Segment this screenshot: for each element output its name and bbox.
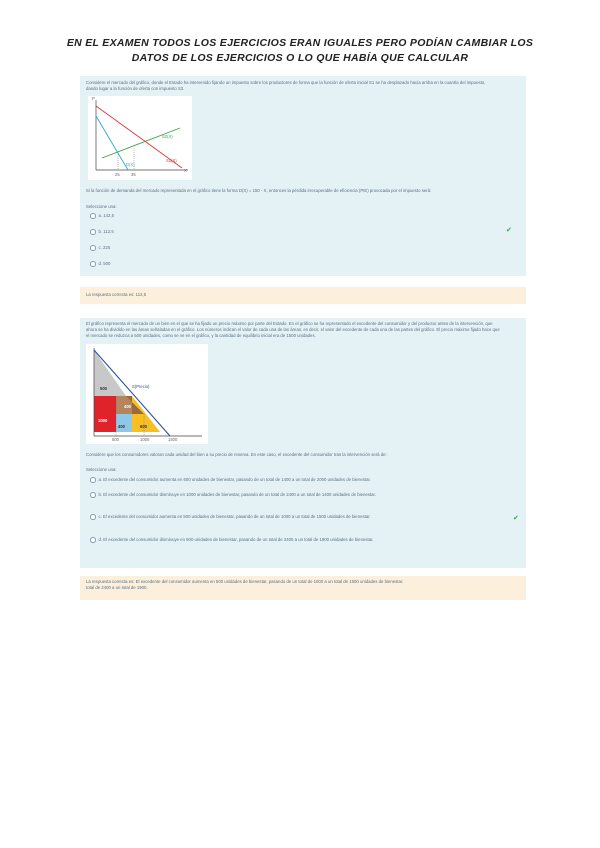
- question-1-prompt: Seleccione una:: [86, 204, 117, 209]
- area-label-left: 1000: [98, 418, 108, 423]
- graph-tick-c: 1500: [168, 437, 178, 442]
- radio-button[interactable]: [90, 245, 96, 251]
- supply-demand-chart: [88, 96, 192, 180]
- question-1-intro: Considere el mercado del gráfico, donde el Estado ha intervenido fijando un impuesto sobre los productores de forma que la función de oferta inicial S1 se ha desplazado hacia arriba en la cuantía del impuesto, dando lugar a la función de oferta con impuesto S2.: [86, 80, 486, 92]
- radio-button[interactable]: [90, 229, 96, 235]
- title-line-2: DATOS DE LOS EJERCICIOS O LO QUE HABÍA QUE CALCULAR: [131, 52, 469, 64]
- q1-option-d[interactable]: d. 500: [90, 261, 110, 267]
- surplus-chart: [86, 344, 208, 444]
- graph-label-d: D(X): [126, 162, 135, 167]
- graph-tick-b: 1000: [140, 437, 150, 442]
- question-1-feedback: [80, 287, 526, 304]
- area-label-center: 400: [118, 424, 125, 429]
- area-label-top: 500: [100, 386, 107, 391]
- q2-option-a[interactable]: a. El excedente del consumidor aumenta en 600 unidades de bienestar, pasando de un total de 1400 a un total de 2000 unidades de bienestar.: [90, 477, 510, 483]
- q2-option-b[interactable]: b. El excedente del consumidor disminuye en 1000 unidades de bienestar, pasando de un total de 2400 a un total de 1400 unidades de bienestar.: [90, 492, 510, 498]
- radio-button[interactable]: [90, 514, 96, 520]
- question-2-graph: [86, 344, 208, 444]
- question-1-text: Si la función de demanda del mercado representada en el gráfico tiene la forma D(X) = 150 - X, entonces la pérdida irrecuperable de eficiencia (PIE) provocada por el impuesto será:: [86, 188, 432, 193]
- graph-tick-b: 35: [131, 172, 136, 177]
- graph-y-axis-label: P: [92, 96, 95, 101]
- radio-button[interactable]: [90, 537, 96, 543]
- question-2-text: Considere que los consumidores valoran cada unidad del bien a su precio de reserva. En este caso, el excedente del consumidor tras la intervención será de:: [86, 452, 387, 457]
- q1-option-c[interactable]: c. 225: [90, 245, 110, 251]
- question-1-feedback-text: La respuesta correcta es: 112,5: [86, 292, 147, 297]
- graph-tick-a: 500: [112, 437, 119, 442]
- area-label-right: 600: [140, 424, 147, 429]
- area-label-mid: 400: [124, 404, 131, 409]
- page-title: [60, 36, 540, 66]
- question-2-feedback-text: La respuesta correcta es: El excedente del consumidor aumenta en 500 unidades de bienestar, pasando de un total de 1000 a un total de 1500 unidades de bienestar. total de 2400 a un total de 1900.: [86, 579, 404, 591]
- radio-button[interactable]: [90, 492, 96, 498]
- graph-x-axis-label: X: [184, 168, 187, 173]
- curve-label: S(Precio): [132, 384, 150, 389]
- graph-tick-a: 25: [115, 172, 120, 177]
- question-2-intro: El gráfico representa el mercado de un bien en el que se ha fijado un precio máximo por parte del Estado. En el gráfico se ha representado el excedente del consumidor y del productor antes de la intervención, que ahora se ha dividido en las áreas señaladas en el gráfico. Los números indican el valor de cada una de las áreas, es decir, el valor del excedente de cada una de las partes del gráfico. El precio máximo fijado hace que el mercado se reduzca a 500 unidades, como se ve en el gráfico, y la cantidad de equilibrio inicial era de 1500 unidades.: [86, 321, 500, 339]
- radio-button[interactable]: [90, 213, 96, 219]
- radio-button[interactable]: [90, 477, 96, 483]
- q2-option-c[interactable]: c. El excedente del consumidor aumenta en 500 unidades de bienestar, pasando de un total de 1000 a un total de 1500 unidades de bienestar.: [90, 514, 502, 520]
- q1-option-b[interactable]: b. 112,5: [90, 229, 114, 235]
- correct-check-icon: ✔: [506, 227, 512, 234]
- question-1-graph: [88, 96, 192, 180]
- radio-button[interactable]: [90, 261, 96, 267]
- graph-label-s2: S2(X): [162, 134, 173, 139]
- title-line-1: EN EL EXAMEN TODOS LOS EJERCICIOS ERAN IGUALES PERO PODÍAN CAMBIAR LOS: [66, 37, 534, 49]
- correct-check-icon: ✔: [513, 515, 519, 522]
- q2-option-d[interactable]: d. El excedente del consumidor disminuye en 500 unidades de bienestar, pasando de un total de 2400 a un total de 1900 unidades de bienestar.: [90, 537, 510, 543]
- graph-label-s1: S1(X): [166, 158, 177, 163]
- question-2-prompt: Seleccione una:: [86, 467, 117, 472]
- q1-option-a[interactable]: a. 142,5: [90, 213, 114, 219]
